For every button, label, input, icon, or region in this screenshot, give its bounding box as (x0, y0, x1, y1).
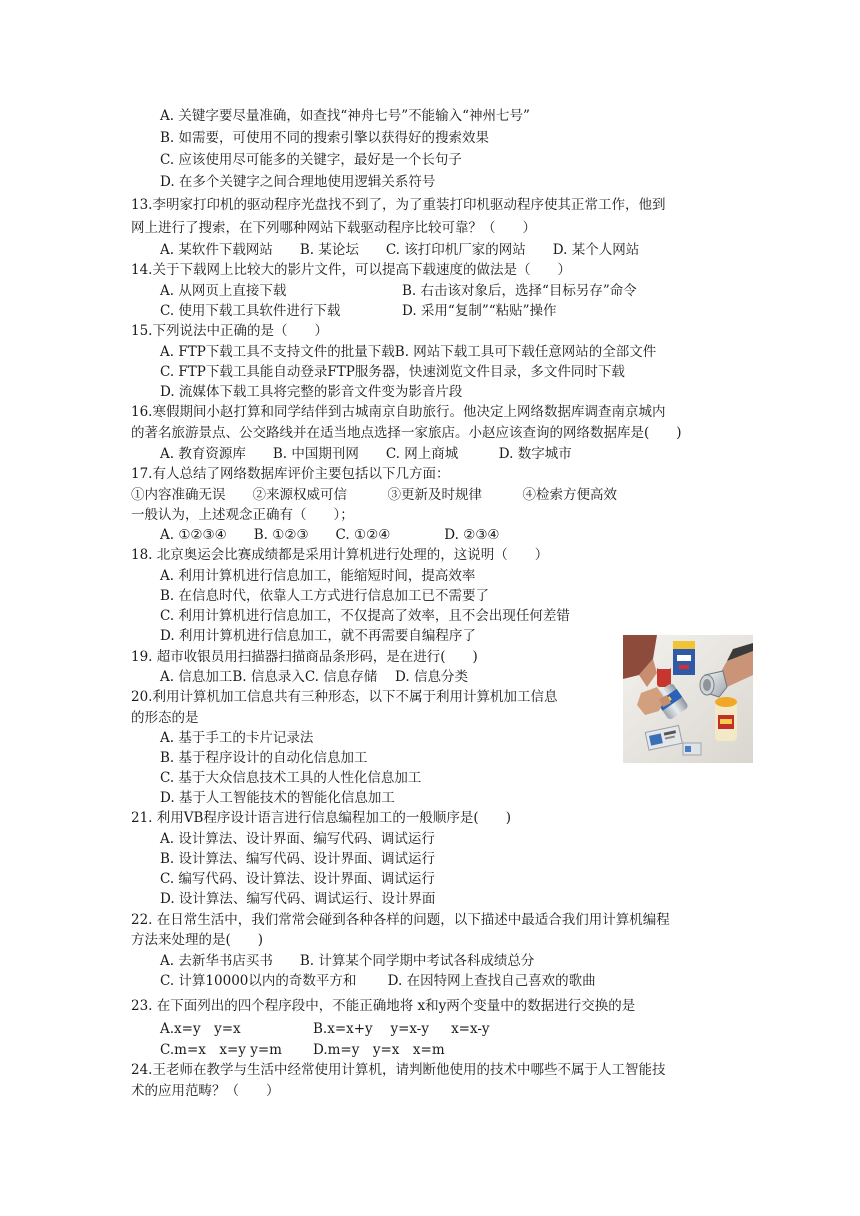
q21-option-c: C. 编写代码、设计算法、设计界面、调试运行 (160, 871, 435, 887)
q17-stem: 17.有人总结了网络数据库评价主要包括以下几方面： (131, 466, 450, 482)
q15-stem: 15.下列说法中正确的是（ ） (131, 323, 328, 339)
q23-option-b: B.x=x+y y=x-y x=x-y (313, 1021, 490, 1037)
q14-option-c: C. 使用下载工具软件进行下载 (160, 303, 341, 319)
q15-option-d: D. 流媒体下载工具将完整的影音文件变为影音片段 (160, 384, 463, 400)
q20-option-d: D. 基于人工智能技术的智能化信息加工 (160, 790, 395, 806)
q18-option-b: B. 在信息时代，依靠人工方式进行信息加工已不需要了 (160, 588, 490, 604)
q23-option-d: D.m=y y=x x=m (313, 1042, 445, 1058)
q19-options: A. 信息加工B. 信息录入C. 信息存储 D. 信息分类 (160, 669, 468, 685)
q21-option-d: D. 设计算法、编写代码、调试运行、设计界面 (160, 891, 436, 907)
q12-option-b: B. 如需要，可使用不同的搜索引擎以获得好的搜索效果 (160, 130, 490, 146)
q20-option-b: B. 基于程序设计的自动化信息加工 (160, 750, 368, 766)
q12-option-c: C. 应该使用尽可能多的关键字，最好是一个长句子 (160, 152, 462, 168)
q17-statements: ①内容准确无误 ②来源权威可信 ③更新及时规律 ④检索方便高效 (131, 487, 617, 503)
q14-option-a: A. 从网页上直接下载 (160, 283, 287, 299)
q22-options-cd: C. 计算10000以内的奇数平方和 D. 在因特网上查找自己喜欢的歌曲 (160, 973, 596, 989)
barcode-scanning-photo (623, 635, 753, 763)
q21-stem: 21. 利用VB程序设计语言进行信息编程加工的一般顺序是( ) (131, 810, 511, 826)
q24-stem-continued: 术的应用范畴？（ ） (131, 1083, 280, 1099)
q12-option-d: D. 在多个关键字之间合理地使用逻辑关系符号 (160, 174, 436, 190)
q15-option-ab: A. FTP下载工具不支持文件的批量下载B. 网站下载工具可下载任意网站的全部文件 (160, 344, 657, 360)
q24-stem: 24.王老师在教学与生活中经常使用计算机，请判断他使用的技术中哪些不属于人工智能技 (131, 1062, 666, 1078)
q19-stem: 19. 超市收银员用扫描器扫描商品条形码，是在进行( ) (131, 649, 478, 665)
q14-stem: 14.关于下载网上比较大的影片文件，可以提高下载速度的做法是（ ） (131, 262, 571, 278)
q21-option-b: B. 设计算法、编写代码、设计界面、调试运行 (160, 851, 436, 867)
q13-options: A. 某软件下载网站 B. 某论坛 C. 该打印机厂家的网站 D. 某个人网站 (160, 242, 640, 258)
q17-question: 一般认为，上述观念正确有（ ）； (131, 507, 354, 523)
q13-stem-continued: 网上进行了搜索，在下列哪种网站下载驱动程序比较可靠？（ ） (131, 220, 536, 236)
q18-option-d: D. 利用计算机进行信息加工，就不再需要自编程序了 (160, 628, 476, 644)
q15-option-c: C. FTP下载工具能自动登录FTP服务器，快速浏览文件目录，多文件同时下载 (160, 364, 625, 380)
q13-stem: 13.李明家打印机的驱动程序光盘找不到了，为了重装打印机驱动程序使其正常工作，他到 (131, 197, 666, 213)
q16-stem-continued: 的著名旅游景点、公交路线并在适当地点选择一家旅店。小赵应该查询的网络数据库是( ) (131, 425, 682, 441)
q20-stem: 20.利用计算机加工信息共有三种形态，以下不属于利用计算机加工信息 (131, 689, 558, 705)
barcode-scanner-icon (623, 635, 753, 763)
q23-stem: 23. 在下面列出的四个程序段中，不能正确地将 x和y两个变量中的数据进行交换的是 (131, 998, 636, 1014)
q16-options: A. 教育资源库 B. 中国期刊网 C. 网上商城 D. 数字城市 (160, 446, 572, 462)
q17-options: A. ①②③④ B. ①②③ C. ①②④ D. ②③④ (160, 527, 500, 543)
q22-options-ab: A. 去新华书店买书 B. 计算某个同学期中考试各科成绩总分 (160, 953, 535, 969)
q21-option-a: A. 设计算法、设计界面、编写代码、调试运行 (160, 831, 435, 847)
q18-stem: 18. 北京奥运会比赛成绩都是采用计算机进行处理的，这说明（ ） (131, 547, 549, 563)
q18-option-c: C. 利用计算机进行信息加工，不仅提高了效率，且不会出现任何差错 (160, 608, 570, 624)
q16-stem: 16.寒假期间小赵打算和同学结伴到古城南京自助旅行。他决定上网络数据库调查南京城内 (131, 404, 666, 420)
q22-stem-continued: 方法来处理的是( ) (131, 932, 264, 948)
q14-option-b: B. 右击该对象后，选择“目标另存”命令 (402, 283, 637, 299)
q20-option-c: C. 基于大众信息技术工具的人性化信息加工 (160, 770, 422, 786)
q18-option-a: A. 利用计算机进行信息加工，能缩短时间，提高效率 (160, 568, 476, 584)
q14-option-d: D. 采用“复制”“粘贴”操作 (402, 303, 557, 319)
q20-option-a: A. 基于手工的卡片记录法 (160, 730, 314, 746)
q12-option-a: A. 关键字要尽量准确，如查找“神舟七号”不能输入“神州七号” (160, 108, 530, 124)
q23-option-c: C.m=x x=y y=m (160, 1042, 282, 1058)
q20-stem-continued: 的形态的是 (131, 710, 199, 726)
q22-stem: 22. 在日常生活中，我们常常会碰到各种各样的问题，以下描述中最适合我们用计算机编程 (131, 912, 670, 928)
q23-option-a: A.x=y y=x (160, 1021, 241, 1037)
